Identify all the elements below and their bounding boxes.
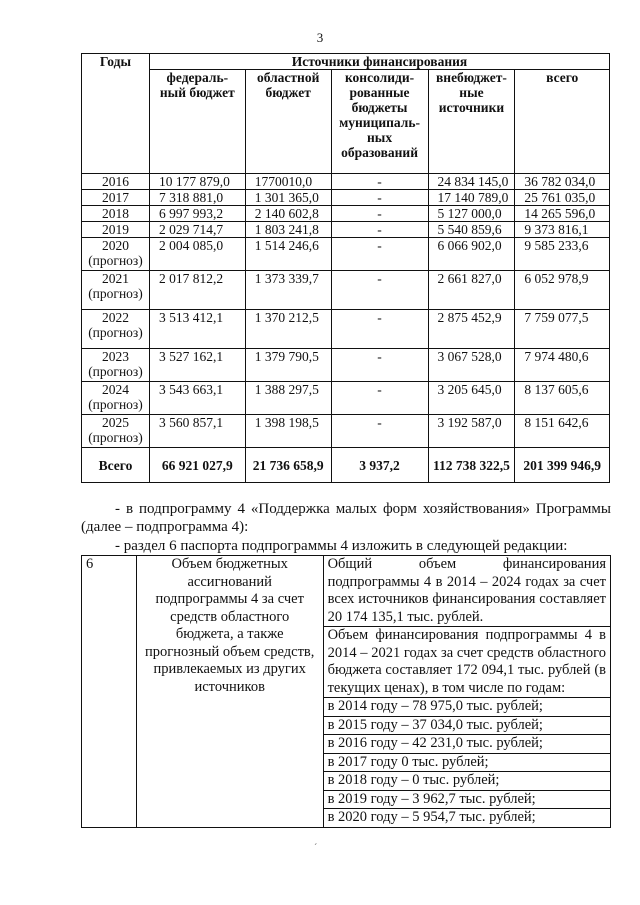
financing-table (81, 53, 610, 483)
year-financing-line: в 2020 году – 5 954,7 тыс. рублей; (327, 809, 536, 825)
col-municipal: консолиди-рованные бюджеты муниципаль-ных образований (331, 70, 428, 174)
row-year (82, 206, 150, 222)
cell-extrabudget: 17 140 789,0 (428, 190, 515, 206)
cell-extrabudget: 2 661 827,0 (428, 271, 515, 310)
row-label: Объем бюджетных ассигнований подпрограммы 4 за счет средств областного бюджета, а также прогнозный объем средств, привлекаемых из других источников (136, 556, 323, 828)
cell-total: 6 052 978,9 (515, 271, 610, 310)
years-list (324, 698, 610, 827)
total-federal: 66 921 027,9 (149, 448, 245, 483)
total-label: Всего (82, 448, 150, 483)
cell-municipal: - (331, 174, 428, 190)
cell-municipal: - (331, 206, 428, 222)
row-year (82, 271, 150, 310)
scan-mark: ˊ (314, 843, 318, 854)
cell-regional: 1 379 790,5 (245, 349, 331, 382)
cell-federal: 3 513 412,1 (149, 310, 245, 349)
cell-total: 9 585 233,6 (515, 238, 610, 271)
cell-municipal: - (331, 415, 428, 448)
cell-federal: 2 017 812,2 (149, 271, 245, 310)
cell-municipal: - (331, 310, 428, 349)
cell-municipal: - (331, 271, 428, 310)
cell-federal: 3 527 162,1 (149, 349, 245, 382)
cell-total: 8 151 642,6 (515, 415, 610, 448)
year-financing-line: в 2014 году – 78 975,0 тыс. рублей; (324, 698, 610, 717)
cell-extrabudget: 5 540 859,6 (428, 222, 515, 238)
year-value: 2019 (101, 222, 129, 237)
row-year (82, 349, 150, 382)
header-years: Годы (82, 54, 150, 174)
year-value: 2020 (101, 238, 129, 253)
year-value: 2022 (101, 310, 129, 325)
cell-regional: 2 140 602,8 (245, 206, 331, 222)
year-value: 2021 (101, 271, 129, 286)
forecast-note: (прогноз) (88, 253, 143, 268)
cell-extrabudget: 3 192 587,0 (428, 415, 515, 448)
row-year (82, 382, 150, 415)
table-row (82, 382, 610, 415)
paragraph-section-6: - раздел 6 паспорта подпрограммы 4 изложить в следующей редакции: (115, 538, 568, 554)
year-financing-line: в 2015 году – 37 034,0 тыс. рублей; (324, 717, 610, 736)
forecast-note: (прогноз) (88, 430, 143, 445)
row-content (323, 556, 610, 828)
cell-extrabudget: 24 834 145,0 (428, 174, 515, 190)
table-row (82, 206, 610, 222)
cell-federal: 2 029 714,7 (149, 222, 245, 238)
total-row (82, 448, 610, 483)
cell-total: 8 137 605,6 (515, 382, 610, 415)
year-value: 2017 (101, 190, 129, 205)
paragraph-subprogram-4-first-line (81, 500, 611, 536)
cell-federal: 3 543 663,1 (149, 382, 245, 415)
col-extrabudget: внебюджет-ные источники (428, 70, 515, 174)
total-extrabudget: 112 738 322,5 (428, 448, 515, 483)
year-value: 2024 (101, 382, 129, 397)
row-year (82, 222, 150, 238)
table-row (82, 415, 610, 448)
table-row (82, 174, 610, 190)
cell-regional: 1 373 339,7 (245, 271, 331, 310)
cell-regional: 1 301 365,0 (245, 190, 331, 206)
cell-regional: 1770010,0 (245, 174, 331, 190)
cell-total: 7 974 480,6 (515, 349, 610, 382)
year-financing-line: в 2016 году – 42 231,0 тыс. рублей; (324, 735, 610, 754)
cell-federal: 7 318 881,0 (149, 190, 245, 206)
year-value: 2016 (101, 174, 129, 189)
forecast-note: (прогноз) (88, 397, 143, 412)
year-financing-line: в 2018 году – 0 тыс. рублей; (324, 772, 610, 791)
cell-federal: 2 004 085,0 (149, 238, 245, 271)
cell-extrabudget: 5 127 000,0 (428, 206, 515, 222)
cell-municipal: - (331, 238, 428, 271)
cell-municipal: - (331, 382, 428, 415)
cell-total: 25 761 035,0 (515, 190, 610, 206)
cell-regional: 1 370 212,5 (245, 310, 331, 349)
year-financing-line: в 2019 году – 3 962,7 тыс. рублей; (324, 791, 610, 810)
cell-regional: 1 803 241,8 (245, 222, 331, 238)
year-value: 2025 (101, 415, 129, 430)
cell-total: 9 373 816,1 (515, 222, 610, 238)
cell-extrabudget: 3 067 528,0 (428, 349, 515, 382)
table-row (82, 349, 610, 382)
table-row (82, 310, 610, 349)
row-number: 6 (82, 556, 137, 828)
year-financing-line: в 2017 году 0 тыс. рублей; (324, 754, 610, 773)
cell-regional: 1 398 198,5 (245, 415, 331, 448)
total-all: 201 399 946,9 (515, 448, 610, 483)
col-regional: областной бюджет (245, 70, 331, 174)
cell-extrabudget: 6 066 902,0 (428, 238, 515, 271)
header-financing-sources: Источники финансирования (149, 54, 609, 70)
col-total: всего (515, 70, 610, 174)
cell-federal: 6 997 993,2 (149, 206, 245, 222)
cell-municipal: - (331, 190, 428, 206)
total-regional: 21 736 658,9 (245, 448, 331, 483)
total-municipal: 3 937,2 (331, 448, 428, 483)
year-value: 2023 (101, 349, 129, 364)
page-number: 3 (316, 30, 324, 45)
cell-municipal: - (331, 349, 428, 382)
cell-federal: 10 177 879,0 (149, 174, 245, 190)
row-year (82, 190, 150, 206)
table-row (82, 190, 610, 206)
col-federal: федераль-ный бюджет (149, 70, 245, 174)
subprogram-passport-table (81, 555, 611, 828)
cell-total: 36 782 034,0 (515, 174, 610, 190)
regional-financing-text: Объем финансирования подпрограммы 4 в 2014 – 2021 годах за счет средств областного бюджета составляет 172 094,1 тыс. рублей (в текущих ценах), в том числе по годам: (324, 627, 610, 698)
year-value: 2018 (101, 206, 129, 221)
cell-extrabudget: 2 875 452,9 (428, 310, 515, 349)
row-year (82, 415, 150, 448)
cell-extrabudget: 3 205 645,0 (428, 382, 515, 415)
cell-total: 7 759 077,5 (515, 310, 610, 349)
cell-total: 14 265 596,0 (515, 206, 610, 222)
row-year (82, 174, 150, 190)
forecast-note: (прогноз) (88, 364, 143, 379)
table-row (82, 222, 610, 238)
forecast-note: (прогноз) (88, 286, 143, 301)
table-row (82, 271, 610, 310)
row-year (82, 310, 150, 349)
cell-federal: 3 560 857,1 (149, 415, 245, 448)
cell-municipal: - (331, 222, 428, 238)
cell-regional: 1 388 297,5 (245, 382, 331, 415)
total-financing-text: Общий объем финансирования подпрограммы 4 в 2014 – 2024 годах за счет всех источников финансирования составляет 20 174 135,1 тыс. рублей. (324, 556, 610, 627)
table-row (82, 238, 610, 271)
paragraph-subprogram-4: - в подпрограмму 4 «Поддержка малых форм хозяйствования» Программы (далее – подпрограмма 4): (81, 501, 611, 535)
row-year (82, 238, 150, 271)
forecast-note: (прогноз) (88, 325, 143, 340)
cell-regional: 1 514 246,6 (245, 238, 331, 271)
